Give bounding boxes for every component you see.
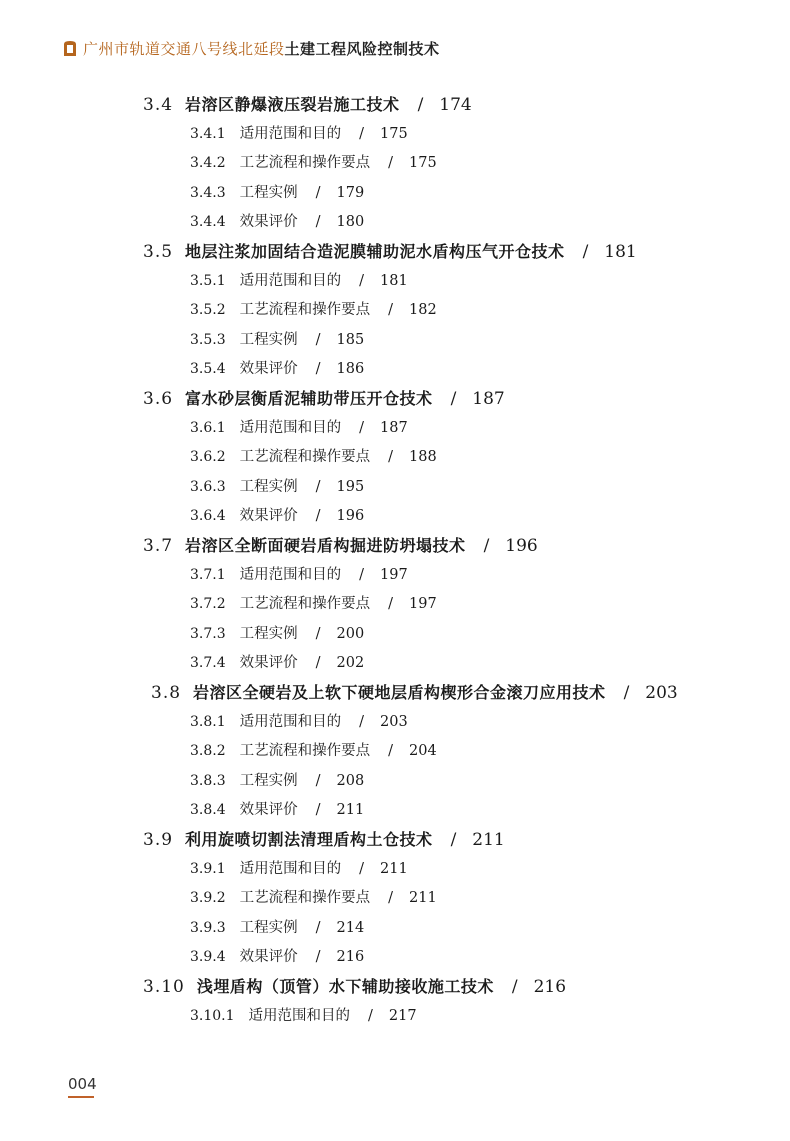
subsection-page: 179 bbox=[336, 184, 365, 201]
subsection-title: 工艺流程和操作要点 bbox=[239, 743, 371, 760]
subsection-page: 196 bbox=[336, 507, 365, 524]
subsection-title: 工程实例 bbox=[239, 772, 298, 789]
toc-section[interactable] bbox=[143, 241, 637, 263]
subsection-title: 工艺流程和操作要点 bbox=[239, 302, 371, 319]
section-page: 196 bbox=[505, 536, 538, 556]
subsection-number: 3.5.4 bbox=[190, 360, 226, 377]
subsection-number: 3.8.3 bbox=[190, 772, 226, 789]
subsection-title: 效果评价 bbox=[239, 801, 298, 818]
subsection-number: 3.7.2 bbox=[190, 596, 226, 613]
separator-slash: / bbox=[315, 184, 321, 201]
separator-slash: / bbox=[388, 302, 394, 319]
subsection-number: 3.9.2 bbox=[190, 890, 226, 907]
subsection-page: 197 bbox=[380, 567, 408, 583]
subsection-number: 3.5.2 bbox=[190, 302, 226, 319]
separator-slash: / bbox=[623, 683, 630, 703]
subsection-title: 适用范围和目的 bbox=[239, 567, 342, 583]
subsection-title: 工程实例 bbox=[239, 331, 298, 348]
toc-section[interactable] bbox=[143, 388, 505, 410]
subsection-number: 3.7.4 bbox=[190, 654, 226, 671]
subsection-page: 180 bbox=[336, 213, 365, 230]
subsection-title: 适用范围和目的 bbox=[239, 126, 342, 142]
separator-slash: / bbox=[368, 1008, 373, 1024]
subsection-number: 3.10.1 bbox=[190, 1008, 235, 1024]
toc-subsection[interactable] bbox=[190, 271, 408, 291]
subsection-number: 3.5.3 bbox=[190, 331, 226, 348]
separator-slash: / bbox=[315, 331, 321, 348]
section-title: 浅埋盾构（顶管）水下辅助接收施工技术 bbox=[196, 977, 494, 996]
toc-subsection[interactable] bbox=[190, 418, 408, 438]
subsection-page: 175 bbox=[380, 126, 408, 142]
toc-section[interactable] bbox=[143, 535, 538, 557]
subsection-page: 214 bbox=[336, 919, 365, 936]
toc-subsection[interactable] bbox=[190, 153, 437, 173]
subsection-page: 195 bbox=[336, 478, 365, 495]
page-number: 004 bbox=[68, 1075, 97, 1093]
separator-slash: / bbox=[388, 596, 394, 613]
subsection-number: 3.5.1 bbox=[190, 273, 226, 289]
section-number: 3.10 bbox=[143, 977, 185, 997]
subsection-page: 182 bbox=[409, 302, 437, 319]
subsection-page: 187 bbox=[380, 420, 408, 436]
toc-subsection[interactable] bbox=[190, 918, 364, 938]
subsection-number: 3.8.4 bbox=[190, 801, 226, 818]
separator-slash: / bbox=[315, 654, 321, 671]
section-title: 地层注浆加固结合造泥膜辅助泥水盾构压气开仓技术 bbox=[185, 242, 565, 261]
subsection-page: 211 bbox=[380, 861, 408, 877]
section-page: 211 bbox=[472, 830, 505, 850]
subsection-title: 工程实例 bbox=[239, 919, 298, 936]
separator-slash: / bbox=[315, 919, 321, 936]
toc-subsection[interactable] bbox=[190, 741, 437, 761]
subsection-page: 186 bbox=[336, 360, 365, 377]
subsection-number: 3.8.2 bbox=[190, 743, 226, 760]
section-title: 岩溶区全硬岩及上软下硬地层盾构楔形合金滚刀应用技术 bbox=[193, 683, 606, 702]
subsection-page: 216 bbox=[336, 948, 365, 965]
separator-slash: / bbox=[359, 714, 365, 730]
subsection-number: 3.6.4 bbox=[190, 507, 226, 524]
subsection-title: 工艺流程和操作要点 bbox=[239, 155, 371, 172]
separator-slash: / bbox=[359, 861, 365, 877]
subsection-number: 3.7.3 bbox=[190, 625, 226, 642]
subsection-page: 188 bbox=[409, 449, 437, 466]
separator-slash: / bbox=[315, 625, 321, 642]
section-number: 3.4 bbox=[143, 95, 174, 115]
separator-slash: / bbox=[388, 743, 394, 760]
section-number: 3.5 bbox=[143, 242, 174, 262]
subsection-number: 3.9.3 bbox=[190, 919, 226, 936]
subsection-title: 适用范围和目的 bbox=[248, 1008, 351, 1024]
subsection-title: 工艺流程和操作要点 bbox=[239, 596, 371, 613]
subsection-page: 208 bbox=[336, 772, 365, 789]
separator-slash: / bbox=[359, 126, 365, 142]
header-book-subtitle: 土建工程风险控制技术 bbox=[284, 40, 440, 58]
separator-slash: / bbox=[388, 449, 394, 466]
subsection-number: 3.4.3 bbox=[190, 184, 226, 201]
section-page: 187 bbox=[472, 389, 505, 409]
subsection-number: 3.6.1 bbox=[190, 420, 226, 436]
separator-slash: / bbox=[483, 536, 490, 556]
toc-subsection[interactable] bbox=[190, 712, 408, 732]
separator-slash: / bbox=[388, 155, 394, 172]
toc-section[interactable] bbox=[143, 829, 505, 851]
subsection-number: 3.6.3 bbox=[190, 478, 226, 495]
subsection-page: 175 bbox=[409, 155, 437, 172]
toc-subsection[interactable] bbox=[190, 359, 364, 379]
subsection-title: 工艺流程和操作要点 bbox=[239, 449, 371, 466]
toc-subsection[interactable] bbox=[190, 947, 364, 967]
subsection-title: 效果评价 bbox=[239, 654, 298, 671]
separator-slash: / bbox=[359, 273, 365, 289]
separator-slash: / bbox=[315, 213, 321, 230]
toc-subsection[interactable] bbox=[190, 1006, 417, 1026]
toc-subsection[interactable] bbox=[190, 594, 437, 614]
section-page: 216 bbox=[533, 977, 567, 997]
toc-subsection[interactable] bbox=[190, 506, 364, 526]
subsection-page: 204 bbox=[409, 743, 437, 760]
separator-slash: / bbox=[315, 478, 321, 495]
toc-subsection[interactable] bbox=[190, 330, 364, 350]
subsection-title: 适用范围和目的 bbox=[239, 420, 342, 436]
subsection-number: 3.9.4 bbox=[190, 948, 226, 965]
subsection-title: 工艺流程和操作要点 bbox=[239, 890, 371, 907]
toc-subsection[interactable] bbox=[190, 183, 364, 203]
separator-slash: / bbox=[315, 772, 321, 789]
section-number: 3.7 bbox=[143, 536, 174, 556]
separator-slash: / bbox=[359, 567, 365, 583]
subsection-title: 效果评价 bbox=[239, 360, 298, 377]
section-title: 岩溶区静爆液压裂岩施工技术 bbox=[185, 95, 400, 114]
section-title: 岩溶区全断面硬岩盾构掘进防坍塌技术 bbox=[185, 536, 466, 555]
subsection-page: 200 bbox=[336, 625, 365, 642]
subsection-page: 202 bbox=[336, 654, 365, 671]
section-page: 181 bbox=[604, 242, 637, 262]
separator-slash: / bbox=[359, 420, 365, 436]
subsection-title: 工程实例 bbox=[239, 478, 298, 495]
subsection-number: 3.7.1 bbox=[190, 567, 226, 583]
page-number-underline bbox=[68, 1096, 94, 1098]
section-title: 利用旋喷切割法清理盾构土仓技术 bbox=[185, 830, 433, 849]
separator-slash: / bbox=[315, 360, 321, 377]
subsection-number: 3.4.4 bbox=[190, 213, 226, 230]
toc-subsection[interactable] bbox=[190, 477, 364, 497]
toc-subsection[interactable] bbox=[190, 653, 364, 673]
subsection-number: 3.4.2 bbox=[190, 155, 226, 172]
section-number: 3.8 bbox=[151, 683, 182, 703]
subsection-title: 工程实例 bbox=[239, 625, 298, 642]
section-page: 203 bbox=[645, 683, 678, 703]
toc-subsection[interactable] bbox=[190, 300, 437, 320]
toc-subsection[interactable] bbox=[190, 771, 364, 791]
section-number: 3.9 bbox=[143, 830, 174, 850]
separator-slash: / bbox=[582, 242, 589, 262]
separator-slash: / bbox=[450, 389, 457, 409]
separator-slash: / bbox=[315, 948, 321, 965]
book-icon bbox=[63, 41, 77, 56]
separator-slash: / bbox=[511, 977, 518, 997]
subsection-page: 181 bbox=[380, 273, 408, 289]
subsection-number: 3.8.1 bbox=[190, 714, 226, 730]
toc-subsection[interactable] bbox=[190, 800, 364, 820]
section-title: 富水砂层衡盾泥辅助带压开仓技术 bbox=[185, 389, 433, 408]
subsection-page: 211 bbox=[409, 890, 437, 907]
separator-slash: / bbox=[450, 830, 457, 850]
subsection-page: 211 bbox=[336, 801, 365, 818]
running-header bbox=[63, 38, 440, 59]
toc-subsection[interactable] bbox=[190, 565, 408, 585]
toc-subsection[interactable] bbox=[190, 859, 408, 879]
separator-slash: / bbox=[315, 801, 321, 818]
subsection-number: 3.9.1 bbox=[190, 861, 226, 877]
toc-section[interactable] bbox=[151, 682, 678, 704]
separator-slash: / bbox=[388, 890, 394, 907]
subsection-page: 197 bbox=[409, 596, 437, 613]
subsection-title: 适用范围和目的 bbox=[239, 273, 342, 289]
toc-subsection[interactable] bbox=[190, 212, 364, 232]
subsection-page: 217 bbox=[388, 1008, 417, 1024]
subsection-title: 适用范围和目的 bbox=[239, 861, 342, 877]
toc-subsection[interactable] bbox=[190, 447, 437, 467]
subsection-title: 效果评价 bbox=[239, 213, 298, 230]
separator-slash: / bbox=[315, 507, 321, 524]
subsection-number: 3.4.1 bbox=[190, 126, 226, 142]
section-page: 174 bbox=[439, 95, 472, 115]
toc-section[interactable] bbox=[143, 976, 566, 998]
toc-subsection[interactable] bbox=[190, 888, 437, 908]
subsection-page: 185 bbox=[336, 331, 365, 348]
subsection-page: 203 bbox=[380, 714, 408, 730]
toc-subsection[interactable] bbox=[190, 624, 364, 644]
subsection-title: 效果评价 bbox=[239, 507, 298, 524]
subsection-title: 适用范围和目的 bbox=[239, 714, 342, 730]
header-book-title: 广州市轨道交通八号线北延段 bbox=[83, 40, 285, 58]
section-number: 3.6 bbox=[143, 389, 174, 409]
separator-slash: / bbox=[417, 95, 424, 115]
subsection-title: 效果评价 bbox=[239, 948, 298, 965]
subsection-title: 工程实例 bbox=[239, 184, 298, 201]
toc-section[interactable] bbox=[143, 94, 472, 116]
subsection-number: 3.6.2 bbox=[190, 449, 226, 466]
toc-subsection[interactable] bbox=[190, 124, 408, 144]
